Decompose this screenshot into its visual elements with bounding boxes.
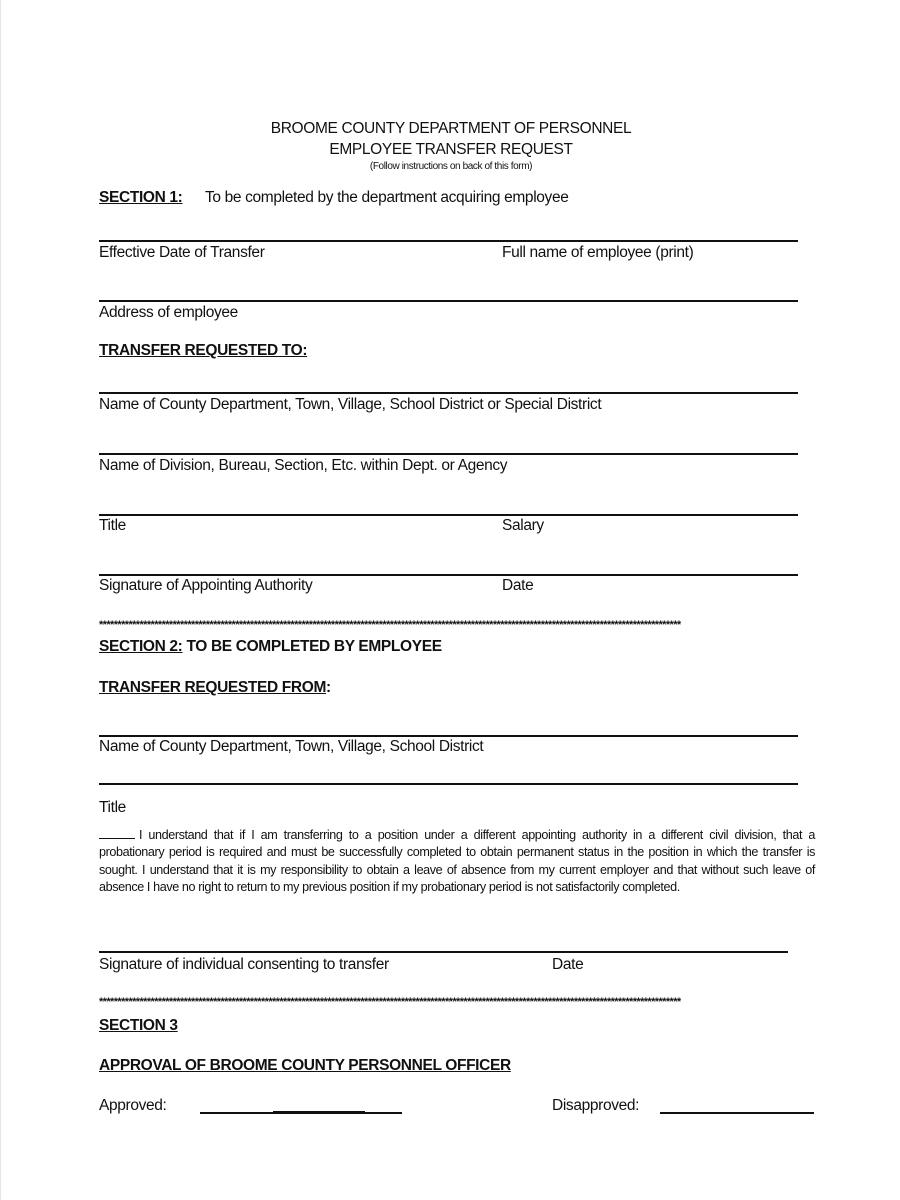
disapproved-label: Disapproved: bbox=[552, 1097, 640, 1114]
section2-subtitle: TO BE COMPLETED BY EMPLOYEE bbox=[186, 638, 442, 655]
form-instructions: (Follow instructions on back of this form) bbox=[369, 161, 533, 172]
effective-date-label: Effective Date of Transfer bbox=[99, 244, 265, 261]
separator: ************************************************************************************************************************************************************** bbox=[99, 996, 681, 1008]
consent-text: I understand that if I am transferring to a position under a different appointing authority in a different civil division, that a probationary period is required and must be successfully completed to obtain permanent status in the position in which the transfer is sought. I understand that it is my responsibility to obtain a leave of absence from my current employer and that without such leave of absence I have no right to return to my previous position if my probationary period is not satisfactorily completed. bbox=[99, 828, 815, 894]
section2-heading: SECTION 2: bbox=[99, 638, 183, 655]
from-county-dept-label: Name of County Department, Town, Village, School District bbox=[99, 738, 484, 755]
section3-heading: SECTION 3 bbox=[99, 1017, 178, 1034]
from-county-dept-line[interactable] bbox=[99, 735, 798, 737]
transfer-from-heading: TRANSFER REQUESTED FROM bbox=[99, 679, 327, 696]
org-name: BROOME COUNTY DEPARTMENT OF PERSONNEL bbox=[270, 120, 632, 137]
division-label: Name of Division, Bureau, Section, Etc. within Dept. or Agency bbox=[99, 457, 508, 474]
employee-signature-label: Signature of individual consenting to transfer bbox=[99, 956, 389, 973]
initials-blank[interactable] bbox=[99, 838, 135, 839]
authority-date-label: Date bbox=[502, 577, 534, 594]
section2-heading-row bbox=[99, 638, 442, 656]
county-dept-label: Name of County Department, Town, Village, School District or Special District bbox=[99, 396, 602, 413]
employee-date-label: Date bbox=[552, 956, 584, 973]
consent-statement bbox=[99, 827, 815, 896]
separator: ************************************************************************************************************************************************************** bbox=[99, 619, 681, 631]
authority-signature-label: Signature of Appointing Authority bbox=[99, 577, 313, 594]
approved-line-mark bbox=[273, 1111, 365, 1114]
address-label: Address of employee bbox=[99, 304, 238, 321]
title-label: Title bbox=[99, 517, 126, 534]
colon: : bbox=[326, 679, 331, 696]
transfer-from-heading-row bbox=[99, 679, 331, 697]
transfer-to-heading: TRANSFER REQUESTED TO: bbox=[99, 342, 308, 359]
disapproved-line[interactable] bbox=[660, 1112, 814, 1114]
from-title-line[interactable] bbox=[99, 783, 798, 785]
approved-label: Approved: bbox=[99, 1097, 167, 1114]
effective-date-name-line[interactable] bbox=[99, 240, 798, 242]
authority-signature-line[interactable] bbox=[99, 574, 798, 576]
form-title: EMPLOYEE TRANSFER REQUEST bbox=[329, 141, 573, 158]
title-salary-line[interactable] bbox=[99, 514, 798, 516]
salary-label: Salary bbox=[502, 517, 544, 534]
address-line[interactable] bbox=[99, 300, 798, 302]
from-title-label: Title bbox=[99, 799, 126, 816]
approval-heading: APPROVAL OF BROOME COUNTY PERSONNEL OFFICER bbox=[99, 1057, 511, 1074]
employee-signature-line[interactable] bbox=[99, 951, 788, 953]
division-line[interactable] bbox=[99, 453, 798, 455]
section1-heading: SECTION 1: bbox=[99, 189, 183, 206]
county-dept-line[interactable] bbox=[99, 392, 798, 394]
section1-subtitle: To be completed by the department acquiring employee bbox=[205, 189, 569, 206]
full-name-label: Full name of employee (print) bbox=[502, 244, 694, 261]
